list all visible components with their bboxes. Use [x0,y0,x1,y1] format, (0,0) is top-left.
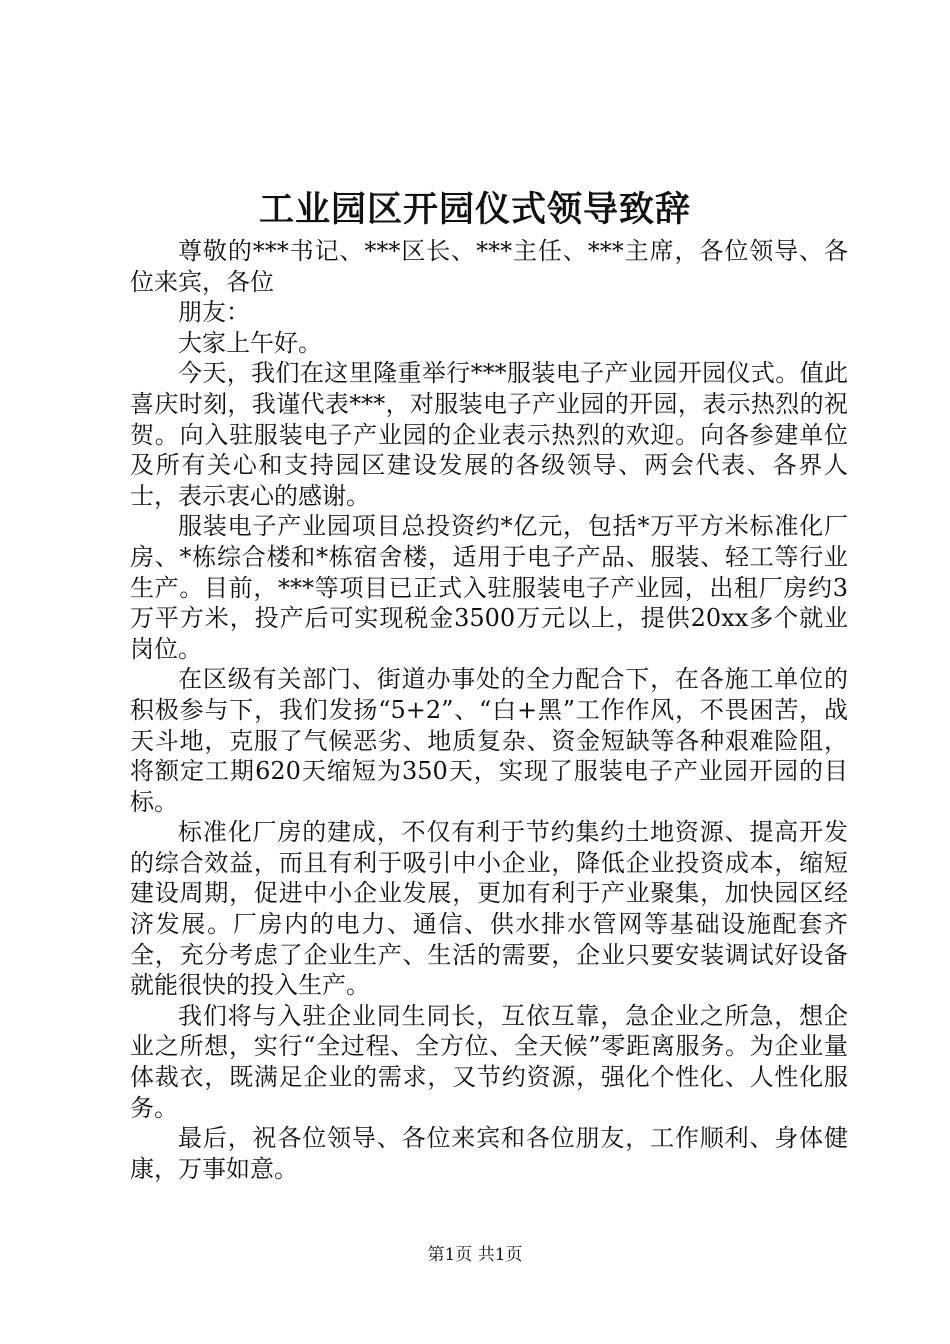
construction-paragraph: 在区级有关部门、街道办事处的全力配合下，在各施工单位的积极参与下，我们发扬“5+2”、“白+黑”工作作风，不畏困苦，战天斗地，克服了气候恶劣、地质复杂、资金短缺等各种艰难险阻，将额定工期620天缩短为350天，实现了服装电子产业园开园的目标。 [130,665,848,816]
closing-paragraph: 最后，祝各位领导、各位来宾和各位朋友，工作顺利、身体健康，万事如意。 [130,1124,848,1183]
document-body [130,236,848,1184]
greeting-paragraph: 大家上午好。 [178,328,322,357]
salutation-continued: 朋友： [178,298,250,327]
page-footer: 第1页 共1页 [427,1245,523,1265]
opening-paragraph: 今天，我们在这里隆重举行***服装电子产业园开园仪式。值此喜庆时刻，我谨代表***，对服装电子产业园的开园，表示热烈的祝贺。向入驻服装电子产业园的企业表示热烈的欢迎。向各参建单位及所有关心和支持园区建设发展的各级领导、两会代表、各界人士，表示衷心的感谢。 [130,359,848,510]
benefits-paragraph: 标准化厂房的建成，不仅有利于节约集约土地资源、提高开发的综合效益，而且有利于吸引中小企业，降低企业投资成本，缩短建设周期，促进中小企业发展，更加有利于产业聚集，加快园区经济发展。厂房内的电力、通信、供水排水管网等基础设施配套齐全，充分考虑了企业生产、生活的需要，企业只要安装调试好设备就能很快的投入生产。 [130,818,848,1000]
salutation-paragraph: 尊敬的***书记、***区长、***主任、***主席，各位领导、各位来宾，各位 [130,237,848,296]
document-title: 工业园区开园仪式领导致辞 [258,189,691,230]
investment-paragraph: 服装电子产业园项目总投资约*亿元，包括*万平方米标准化厂房、*栋综合楼和*栋宿舍楼，适用于电子产品、服装、轻工等行业生产。目前，***等项目已正式入驻服装电子产业园，出租厂房约3万平方米，投产后可实现税金3500万元以上，提供20xx多个就业岗位。 [130,512,848,663]
service-paragraph: 我们将与入驻企业同生同长，互依互靠，急企业之所急，想企业之所想，实行“全过程、全方位、全天候”零距离服务。为企业量体裁衣，既满足企业的需求，又节约资源，强化个性化、人性化服务。 [130,1001,848,1122]
